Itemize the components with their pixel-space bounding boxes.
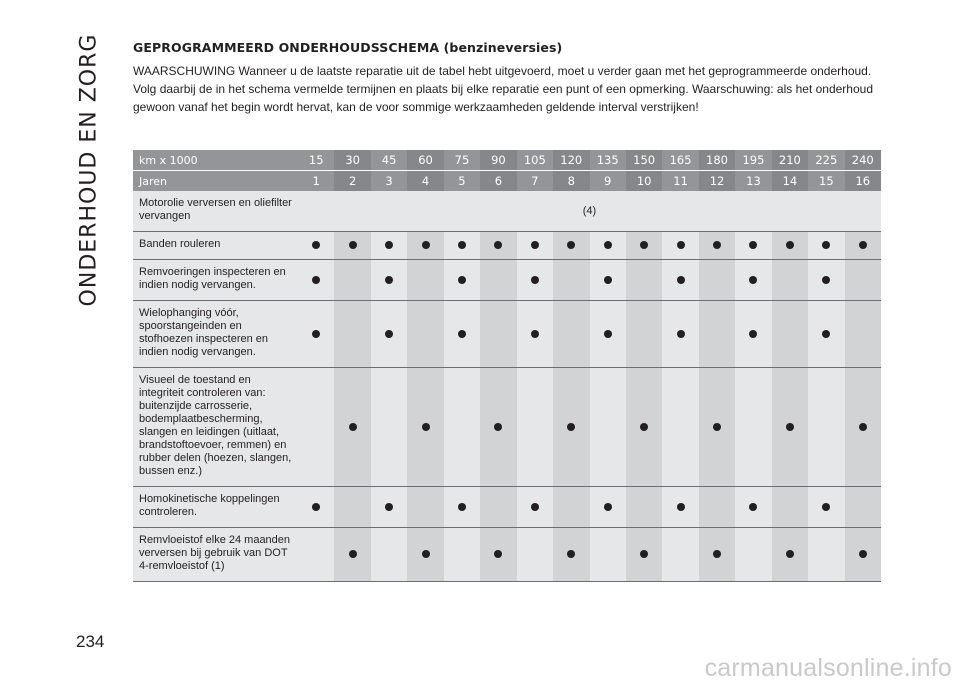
schedule-cell (626, 368, 662, 487)
schedule-cell (735, 301, 771, 368)
service-dot-icon (822, 276, 830, 284)
header-km-cell: 30 (334, 150, 370, 170)
header-km-cell: 225 (808, 150, 844, 170)
task-label: Banden rouleren (133, 232, 298, 260)
schedule-cell (371, 487, 407, 528)
schedule-cell (480, 232, 516, 260)
service-dot-icon (604, 241, 612, 249)
schedule-cell (845, 232, 881, 260)
schedule-cell (845, 487, 881, 528)
schedule-cell (407, 232, 443, 260)
chapter-side-title (68, 33, 110, 307)
table-row (133, 260, 881, 301)
schedule-cell (553, 301, 589, 368)
schedule-cell (772, 487, 808, 528)
service-dot-icon (385, 330, 393, 338)
schedule-cell (444, 528, 480, 582)
header-year-cell: 10 (626, 170, 662, 191)
maintenance-schedule-body (133, 150, 881, 582)
service-dot-icon (859, 423, 867, 431)
table-row (133, 301, 881, 368)
service-dot-icon (531, 503, 539, 511)
schedule-cell (699, 528, 735, 582)
schedule-cell (699, 232, 735, 260)
header-km-cell: 195 (735, 150, 771, 170)
service-dot-icon (822, 241, 830, 249)
schedule-cell (662, 487, 698, 528)
header-km-cell: 120 (553, 150, 589, 170)
service-dot-icon (494, 550, 502, 558)
schedule-cell (808, 487, 844, 528)
schedule-cell (480, 368, 516, 487)
service-dot-icon (531, 241, 539, 249)
service-dot-icon (349, 423, 357, 431)
schedule-cell (808, 232, 844, 260)
header-year-cell: 4 (407, 170, 443, 191)
schedule-cell (662, 232, 698, 260)
service-dot-icon (567, 550, 575, 558)
schedule-cell (735, 487, 771, 528)
service-dot-icon (677, 330, 685, 338)
service-dot-icon (713, 423, 721, 431)
header-km-cell: 105 (517, 150, 553, 170)
header-year-cell: 13 (735, 170, 771, 191)
service-dot-icon (567, 423, 575, 431)
schedule-cell (845, 528, 881, 582)
schedule-cell (772, 368, 808, 487)
schedule-cell (699, 301, 735, 368)
service-dot-icon (859, 550, 867, 558)
schedule-cell (772, 301, 808, 368)
schedule-cell (808, 260, 844, 301)
schedule-cell (298, 487, 334, 528)
service-dot-icon (458, 330, 466, 338)
service-dot-icon (312, 241, 320, 249)
schedule-cell (699, 368, 735, 487)
schedule-cell (444, 368, 480, 487)
service-dot-icon (640, 241, 648, 249)
chapter-side-title-text: ONDERHOUD EN ZORG (76, 33, 102, 307)
schedule-cell (772, 232, 808, 260)
schedule-cell (735, 260, 771, 301)
task-label: Motorolie verversen en oliefilter vervangen (133, 191, 298, 232)
header-year-cell: 5 (444, 170, 480, 191)
service-dot-icon (677, 241, 685, 249)
service-dot-icon (604, 503, 612, 511)
merged-note-cell: (4) (298, 191, 881, 232)
service-dot-icon (458, 503, 466, 511)
schedule-cell (590, 487, 626, 528)
schedule-cell (735, 368, 771, 487)
schedule-cell (553, 368, 589, 487)
service-dot-icon (422, 550, 430, 558)
schedule-cell (407, 260, 443, 301)
header-km-cell: 240 (845, 150, 881, 170)
schedule-cell (553, 232, 589, 260)
schedule-cell (444, 487, 480, 528)
schedule-cell (407, 301, 443, 368)
header-km-label: km x 1000 (133, 150, 298, 170)
table-row (133, 528, 881, 582)
schedule-cell (626, 232, 662, 260)
header-row-km (133, 150, 881, 170)
schedule-cell (517, 528, 553, 582)
header-year-cell: 9 (590, 170, 626, 191)
service-dot-icon (822, 503, 830, 511)
schedule-cell (407, 487, 443, 528)
watermark: carmanualsonline.info (704, 654, 952, 682)
service-dot-icon (312, 330, 320, 338)
service-dot-icon (385, 276, 393, 284)
schedule-cell (808, 528, 844, 582)
service-dot-icon (531, 330, 539, 338)
table-row (133, 191, 881, 232)
header-year-cell: 14 (772, 170, 808, 191)
schedule-cell (371, 260, 407, 301)
schedule-cell (662, 368, 698, 487)
schedule-cell (371, 232, 407, 260)
schedule-cell (699, 487, 735, 528)
schedule-cell (480, 260, 516, 301)
schedule-cell (735, 232, 771, 260)
service-dot-icon (385, 241, 393, 249)
service-dot-icon (749, 276, 757, 284)
schedule-cell (590, 301, 626, 368)
service-dot-icon (349, 550, 357, 558)
schedule-cell (371, 301, 407, 368)
header-year-cell: 1 (298, 170, 334, 191)
schedule-cell (808, 368, 844, 487)
service-dot-icon (677, 503, 685, 511)
schedule-cell (553, 260, 589, 301)
header-km-cell: 210 (772, 150, 808, 170)
schedule-cell (590, 368, 626, 487)
service-dot-icon (458, 241, 466, 249)
schedule-cell (626, 301, 662, 368)
schedule-cell (626, 260, 662, 301)
schedule-cell (480, 487, 516, 528)
schedule-cell (444, 301, 480, 368)
schedule-cell (626, 487, 662, 528)
service-dot-icon (567, 241, 575, 249)
service-dot-icon (822, 330, 830, 338)
schedule-cell (407, 528, 443, 582)
schedule-cell (444, 232, 480, 260)
schedule-cell (371, 368, 407, 487)
schedule-cell (699, 260, 735, 301)
service-dot-icon (713, 550, 721, 558)
service-dot-icon (713, 241, 721, 249)
service-dot-icon (786, 423, 794, 431)
schedule-cell (662, 528, 698, 582)
schedule-cell (298, 301, 334, 368)
schedule-cell (845, 301, 881, 368)
service-dot-icon (312, 276, 320, 284)
schedule-cell (590, 232, 626, 260)
maintenance-schedule-table (133, 150, 881, 582)
header-year-cell: 8 (553, 170, 589, 191)
header-km-cell: 75 (444, 150, 480, 170)
header-year-cell: 11 (662, 170, 698, 191)
schedule-cell (590, 260, 626, 301)
header-km-cell: 90 (480, 150, 516, 170)
schedule-cell (334, 301, 370, 368)
schedule-cell (298, 232, 334, 260)
service-dot-icon (604, 276, 612, 284)
service-dot-icon (494, 241, 502, 249)
service-dot-icon (749, 241, 757, 249)
schedule-cell (662, 260, 698, 301)
table-row (133, 232, 881, 260)
schedule-cell (662, 301, 698, 368)
table-row (133, 487, 881, 528)
schedule-cell (334, 368, 370, 487)
schedule-cell (845, 260, 881, 301)
service-dot-icon (312, 503, 320, 511)
schedule-cell (298, 260, 334, 301)
schedule-cell (772, 528, 808, 582)
header-km-cell: 60 (407, 150, 443, 170)
schedule-cell (808, 301, 844, 368)
header-years-label: Jaren (133, 170, 298, 191)
service-dot-icon (859, 241, 867, 249)
schedule-cell (772, 260, 808, 301)
service-dot-icon (385, 503, 393, 511)
service-dot-icon (640, 550, 648, 558)
schedule-cell (845, 368, 881, 487)
schedule-cell (517, 301, 553, 368)
schedule-cell (334, 232, 370, 260)
schedule-cell (407, 368, 443, 487)
schedule-cell (553, 528, 589, 582)
service-dot-icon (422, 241, 430, 249)
section-title: GEPROGRAMMEERD ONDERHOUDSSCHEMA (benzineversies) (133, 40, 563, 55)
task-label: Remvoeringen inspecteren en indien nodig vervangen. (133, 260, 298, 301)
task-label: Homokinetische koppelingen controleren. (133, 487, 298, 528)
page-number: 234 (76, 632, 105, 651)
schedule-cell (590, 528, 626, 582)
schedule-cell (735, 528, 771, 582)
warning-paragraph: WAARSCHUWING Wanneer u de laatste reparatie uit de tabel hebt uitgevoerd, moet u verder gaan met het geprogrammeerde onderhoud. Volg daarbij de in het schema vermelde termijnen en plaats bij elke reparatie een punt of een opmerking. Waarschuwing: als het onderhoud gewoon vanaf het begin wordt hervat, kan de voor sommige werkzaamheden geldende interval verstrijken! (133, 64, 873, 114)
schedule-cell (480, 528, 516, 582)
service-dot-icon (458, 276, 466, 284)
service-dot-icon (531, 276, 539, 284)
schedule-cell (517, 232, 553, 260)
header-km-cell: 150 (626, 150, 662, 170)
schedule-cell (480, 301, 516, 368)
schedule-cell (334, 528, 370, 582)
schedule-cell (298, 528, 334, 582)
header-year-cell: 12 (699, 170, 735, 191)
schedule-cell (517, 368, 553, 487)
service-dot-icon (677, 276, 685, 284)
header-km-cell: 15 (298, 150, 334, 170)
task-label: Wielophanging vóór, spoorstangeinden en stofhoezen inspecteren en indien nodig vervangen. (133, 301, 298, 368)
header-year-cell: 6 (480, 170, 516, 191)
header-km-cell: 180 (699, 150, 735, 170)
schedule-cell (517, 487, 553, 528)
header-km-cell: 165 (662, 150, 698, 170)
service-dot-icon (604, 330, 612, 338)
header-year-cell: 16 (845, 170, 881, 191)
header-km-cell: 135 (590, 150, 626, 170)
schedule-cell (517, 260, 553, 301)
header-km-cell: 45 (371, 150, 407, 170)
task-label: Remvloeistof elke 24 maanden verversen bij gebruik van DOT 4-remvloeistof (1) (133, 528, 298, 582)
schedule-cell (553, 487, 589, 528)
schedule-cell (371, 528, 407, 582)
service-dot-icon (349, 241, 357, 249)
schedule-cell (334, 487, 370, 528)
service-dot-icon (749, 503, 757, 511)
schedule-cell (298, 368, 334, 487)
header-row-years (133, 170, 881, 191)
service-dot-icon (786, 241, 794, 249)
service-dot-icon (494, 423, 502, 431)
service-dot-icon (786, 550, 794, 558)
header-year-cell: 15 (808, 170, 844, 191)
header-year-cell: 7 (517, 170, 553, 191)
schedule-cell (444, 260, 480, 301)
service-dot-icon (749, 330, 757, 338)
service-dot-icon (640, 423, 648, 431)
header-year-cell: 3 (371, 170, 407, 191)
schedule-cell (626, 528, 662, 582)
table-row (133, 368, 881, 487)
service-dot-icon (422, 423, 430, 431)
schedule-cell (334, 260, 370, 301)
task-label: Visueel de toestand en integriteit controleren van: buitenzijde carrosserie, bodemplaatbescherming, slangen en leidingen (uitlaat, brandstoftoevoer, remmen) en rubber delen (hoezen, slangen, bussen enz.) (133, 368, 298, 487)
header-year-cell: 2 (334, 170, 370, 191)
